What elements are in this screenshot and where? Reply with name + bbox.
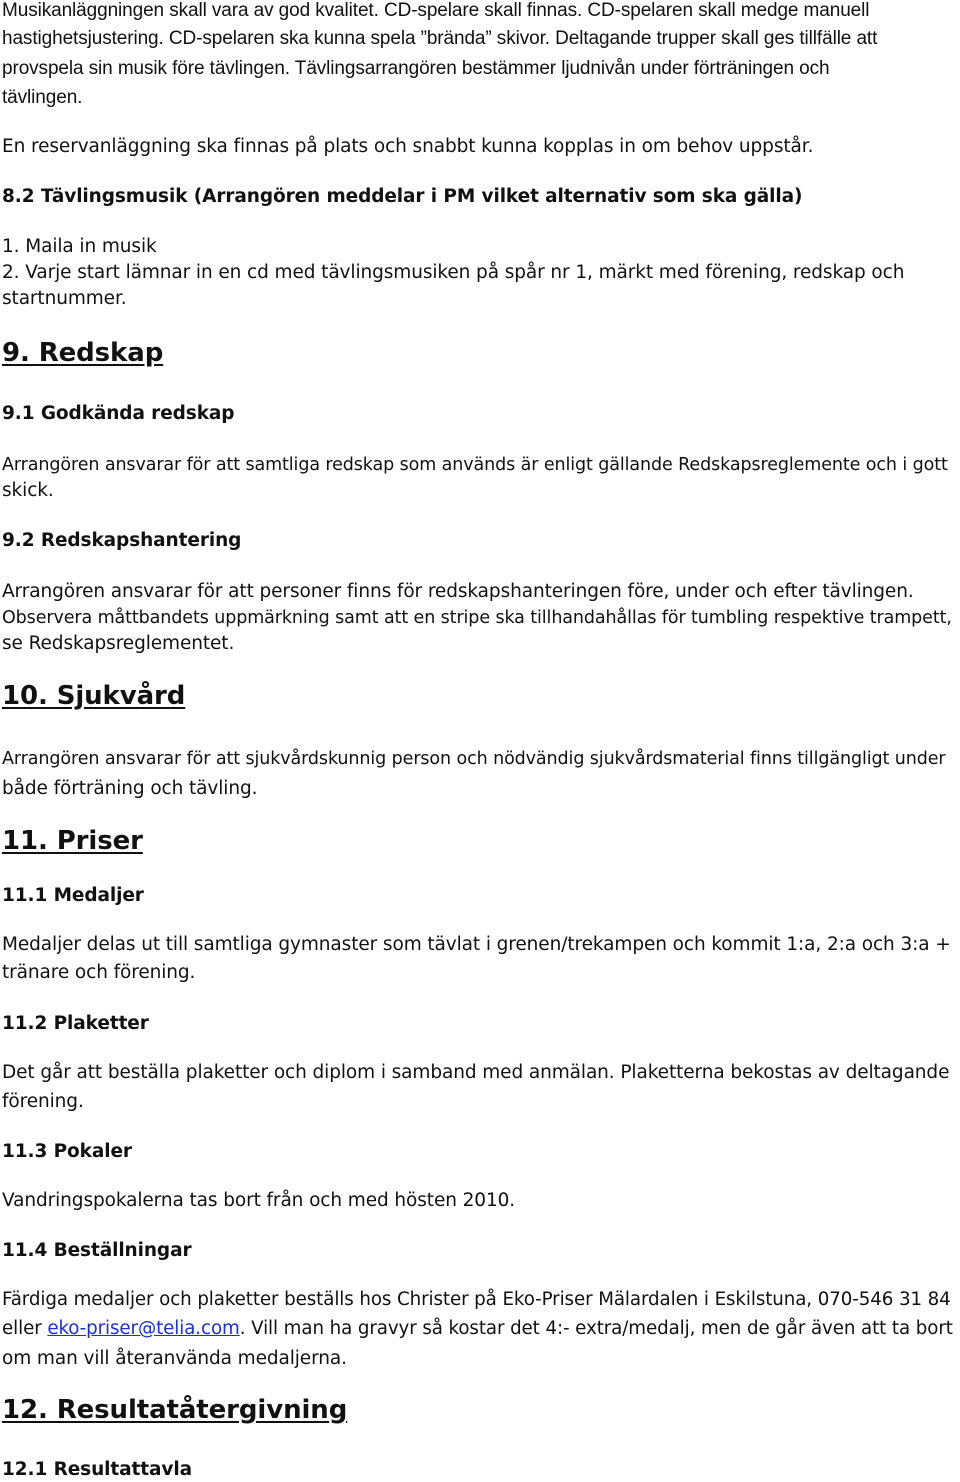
- section-11-1-heading: 11.1 Medaljer: [2, 885, 144, 906]
- music-option-2-line-2: startnummer.: [2, 288, 127, 309]
- section-12-title: 12. Resultatåtergivning: [2, 1395, 348, 1425]
- intro-line-1: Musikanläggningen skall vara av god kvalitet. CD-spelare skall finnas. CD-spelaren skall medge manuell: [2, 0, 870, 21]
- order-text-suffix: . Vill man ha gravyr så kostar det 4:- extra/medalj, men de går även att ta bort: [239, 1318, 953, 1339]
- section-9-2-text-line-2: Observera måttbandets uppmärkning samt att en stripe ska tillhandahållas för tumbling respektive trampett,: [2, 608, 952, 628]
- intro-line-4: tävlingen.: [2, 87, 83, 108]
- section-10-title: 10. Sjukvård: [2, 681, 186, 711]
- email-link[interactable]: eko-priser@telia.com: [47, 1318, 240, 1339]
- section-11-1-text-line-1: Medaljer delas ut till samtliga gymnaster som tävlat i grenen/trekampen och kommit 1:a, 2:a och 3:a +: [2, 934, 951, 955]
- section-11-4-text-line-3: om man vill återanvända medaljerna.: [2, 1348, 347, 1369]
- section-9-2-text-line-1: Arrangören ansvarar för att personer finns för redskapshanteringen före, under och efter tävlingen.: [2, 581, 914, 602]
- section-9-1-text-line-1: Arrangören ansvarar för att samtliga redskap som används är enligt gällande Redskapsreglemente och i gott: [2, 455, 948, 475]
- section-11-3-heading: 11.3 Pokaler: [2, 1141, 132, 1162]
- section-11-4-heading: 11.4 Beställningar: [2, 1240, 192, 1261]
- reserve-paragraph: En reservanläggning ska finnas på plats och snabbt kunna kopplas in om behov uppstår.: [2, 136, 814, 157]
- music-option-1: 1. Maila in musik: [2, 236, 157, 257]
- section-11-2-text-line-1: Det går att beställa plaketter och diplom i samband med anmälan. Plaketterna bekostas av deltagande: [2, 1062, 950, 1083]
- section-9-1-heading: 9.1 Godkända redskap: [2, 403, 235, 424]
- section-11-4-text-line-2: [2, 1317, 953, 1341]
- intro-line-2: hastighetsjustering. CD-spelaren ska kunna spela ”brända” skivor. Deltagande trupper skall ges tillfälle att: [2, 28, 878, 49]
- section-12-1-heading: 12.1 Resultattavla: [2, 1459, 192, 1480]
- section-9-1-text-line-2: skick.: [2, 480, 54, 501]
- section-9-2-heading: 9.2 Redskapshantering: [2, 530, 242, 551]
- intro-line-3: provspela sin musik före tävlingen. Tävlingsarrangören bestämmer ljudnivån under förträningen och: [2, 58, 830, 79]
- section-11-4-text-line-1: Färdiga medaljer och plaketter beställs hos Christer på Eko-Priser Mälardalen i Eskilstuna, 070-546 31 84: [2, 1289, 951, 1310]
- section-11-1-text-line-2: tränare och förening.: [2, 962, 196, 983]
- section-10-text-line-2: både förträning och tävling.: [2, 778, 258, 799]
- order-text-prefix: eller: [2, 1318, 48, 1339]
- section-11-title: 11. Priser: [2, 826, 143, 856]
- section-11-2-heading: 11.2 Plaketter: [2, 1013, 149, 1034]
- section-9-title: 9. Redskap: [2, 338, 164, 368]
- section-9-2-text-line-3: se Redskapsreglementet.: [2, 633, 235, 654]
- section-10-text-line-1: Arrangören ansvarar för att sjukvårdskunnig person och nödvändig sjukvårdsmaterial finns tillgängligt under: [2, 749, 946, 769]
- section-11-3-text: Vandringspokalerna tas bort från och med hösten 2010.: [2, 1190, 516, 1211]
- section-8-2-heading: 8.2 Tävlingsmusik (Arrangören meddelar i PM vilket alternativ som ska gälla): [2, 186, 803, 207]
- music-option-2-line-1: 2. Varje start lämnar in en cd med tävlingsmusiken på spår nr 1, märkt med förening, redskap och: [2, 262, 905, 283]
- section-11-2-text-line-2: förening.: [2, 1091, 84, 1112]
